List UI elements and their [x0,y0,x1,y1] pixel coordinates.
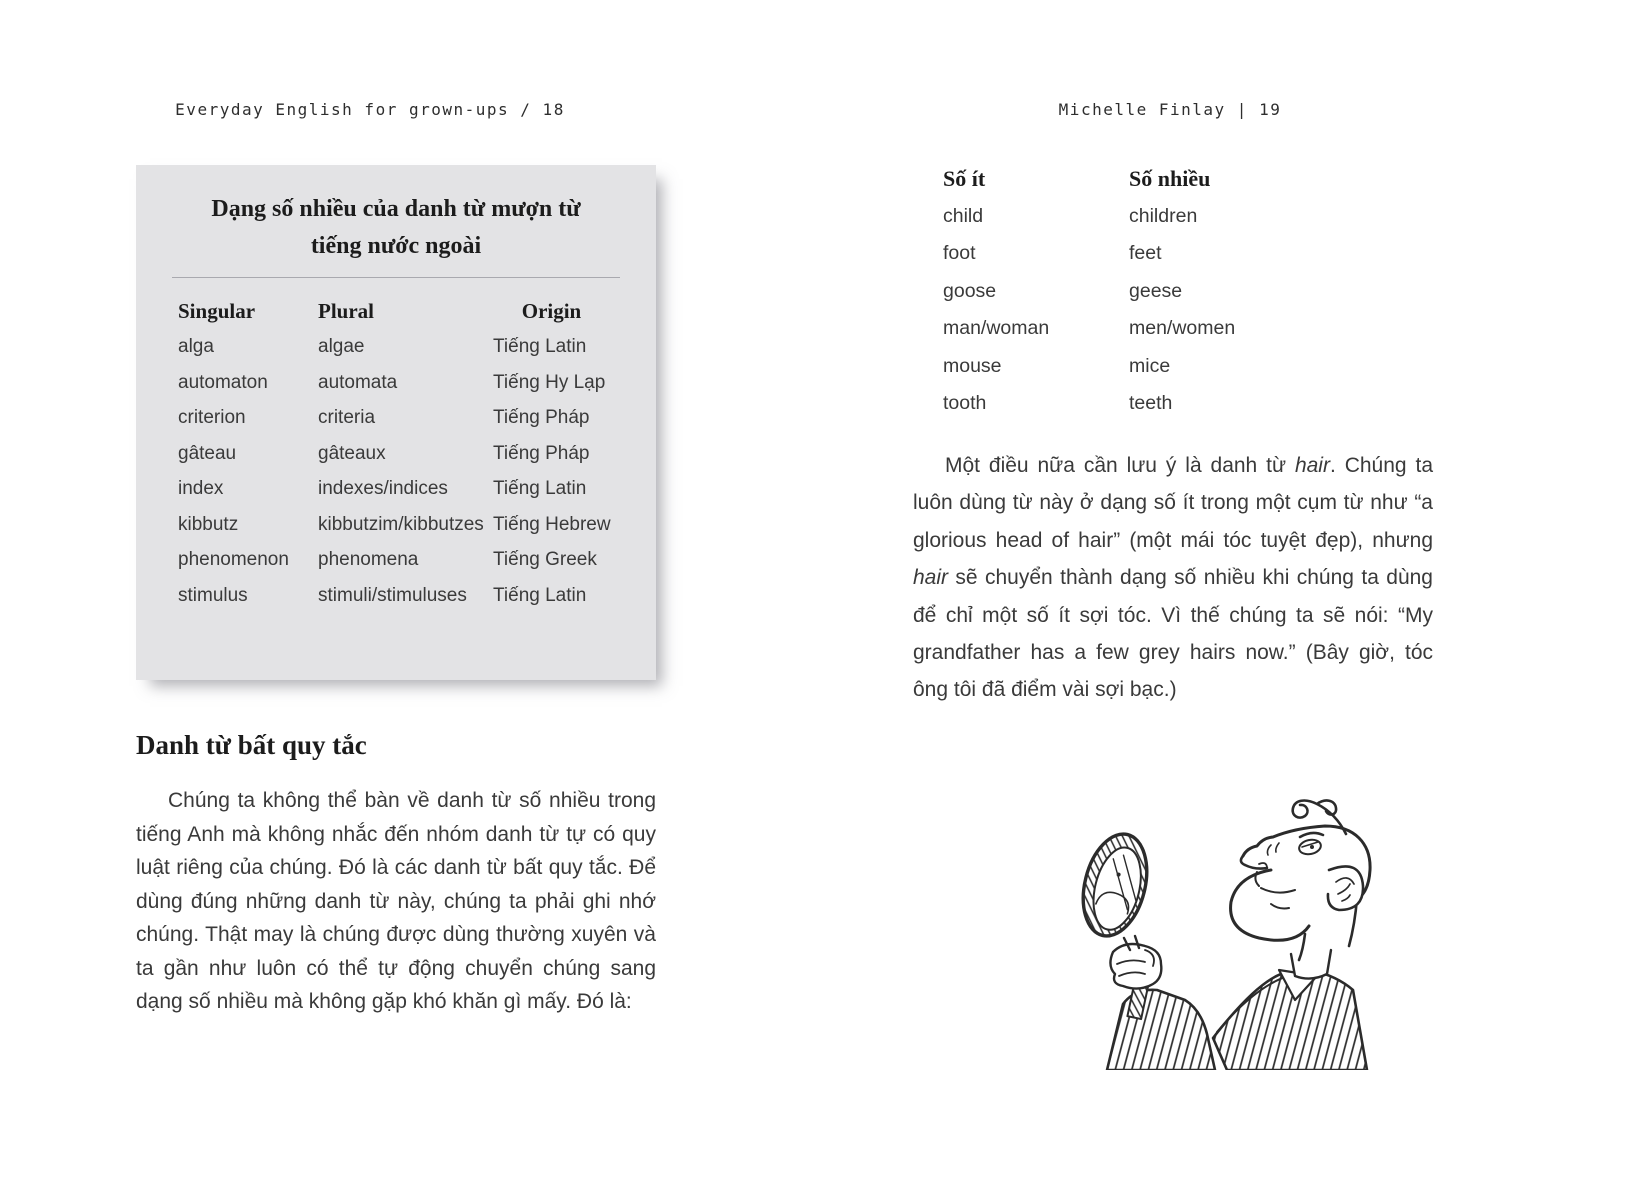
table-cell: Tiếng Pháp [493,407,590,429]
list-column-header: Số ít [943,165,986,191]
table-cell: stimuli/stimuluses [318,584,467,606]
man-with-mirror-illustration [995,738,1373,1070]
list-cell: children [1129,204,1198,227]
table-cell: Tiếng Pháp [493,442,590,464]
table-cell: automata [318,371,398,393]
list-cell: men/women [1129,317,1236,340]
list-column-header: Số nhiều [1129,165,1211,191]
jowl [1231,870,1309,940]
list-cell: mice [1129,354,1171,377]
table-cell: automaton [178,371,268,393]
table-cell: phenomena [318,549,419,571]
paragraph-text: . Chúng ta luôn dùng từ này ở dạng số ít trong một cụm từ như “a glorious head of hair” (một mái tóc tuyệt đẹp), nhưng [913,454,1433,552]
table-cell: kibbutzim/kibbutzes [318,513,484,535]
column-header: Singular [178,299,256,324]
ear [1328,866,1363,910]
list-cell: mouse [943,354,1002,377]
table-cell: Tiếng Latin [493,584,587,606]
list-cell: goose [943,279,997,302]
table-cell: Tiếng Hy Lạp [493,371,606,393]
eyebrow [1300,833,1323,837]
list-cell: foot [943,242,976,265]
list-cell: teeth [1129,392,1173,415]
collar [1291,950,1331,979]
box-title-line2: tiếng nước ngoài [310,233,482,259]
list-cell: feet [1129,242,1162,265]
table-cell: indexes/indices [318,478,448,500]
table-cell: Tiếng Latin [493,478,587,500]
section-heading: Danh từ bất quy tắc [136,730,367,760]
right-page-header: Michelle Finlay | 19 [1058,100,1282,119]
table-cell: kibbutz [178,513,239,535]
man-with-mirror-sketch [995,738,1373,1070]
foreign-plurals-box [136,165,656,680]
table-cell: gâteau [178,442,237,464]
column-header: Plural [318,299,374,324]
list-cell: child [943,204,984,227]
paragraph-text: sẽ chuyển thành dạng số nhiều khi chúng ta dùng để chỉ một số ít sợi tóc. Vì thế chúng ta sẽ nói: “My grandfather has a few grey hairs now.” (Bây giờ, tóc ông tôi đã điểm vài sợi bạc.) [913,566,1433,702]
table-cell: Tiếng Greek [493,549,597,571]
table-cell: index [178,478,224,500]
right-paragraph [913,447,1433,709]
table-cell: Tiếng Hebrew [493,513,611,535]
list-cell: tooth [943,392,987,415]
box-title-line1: Dạng số nhiều của danh từ mượn từ [211,196,581,222]
table-cell: criteria [318,407,376,429]
left-paragraph: Chúng ta không thể bàn về danh từ số nhiều trong tiếng Anh mà không nhắc đến nhóm danh từ tự có quy luật riêng của chúng. Đó là các danh từ bất quy tắc. Để dùng đúng những danh từ này, chúng ta phải ghi nhớ chúng. Thật may là chúng được dùng thường xuyên và ta gần như luôn có thể tự động chuyển chúng sang dạng số nhiều mà không gặp khó khăn gì mấy. Đó là: [136,789,656,1013]
table-cell: algae [318,336,365,358]
foreign-plurals-table [136,294,656,614]
italic-text: hair [1294,454,1330,477]
left-page-header: Everyday English for grown-ups / 18 [175,100,565,119]
column-header: Origin [521,299,582,324]
table-cell: Tiếng Latin [493,336,587,358]
list-cell: geese [1129,279,1183,302]
table-cell: criterion [178,407,246,429]
box-title [136,165,656,265]
paragraph-text: Một điều nữa cần lưu ý là danh từ [945,454,1295,477]
hand-mirror [1073,827,1156,942]
table-cell: stimulus [178,584,248,606]
title-divider [172,277,620,278]
table-cell: gâteaux [318,442,386,464]
list-cell: man/woman [943,317,1050,340]
arm-sleeve [1107,990,1215,1070]
irregular-nouns-list [943,160,1235,423]
italic-text: hair [913,566,949,590]
table-cell: alga [178,336,214,358]
table-cell: phenomenon [178,549,289,571]
